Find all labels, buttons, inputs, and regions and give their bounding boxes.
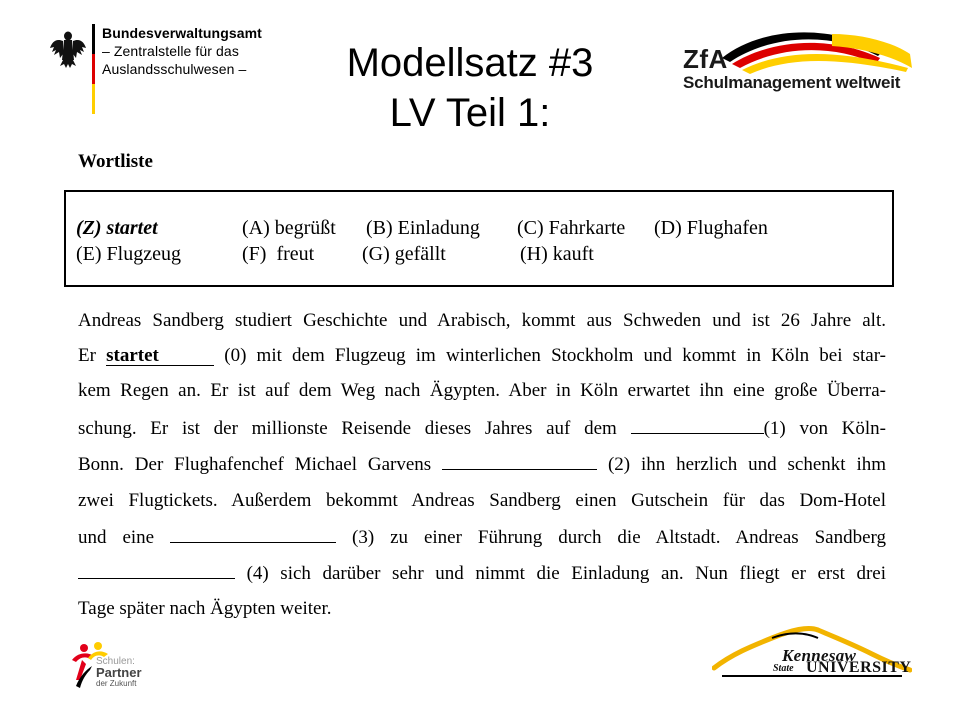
word-option-g: (G) gefällt <box>362 243 446 265</box>
text-line-2-end: (0) mit dem Flugzeug im winterlichen Stockholm und kommt in Köln bei star- <box>224 345 887 366</box>
text-line-2-start: Er <box>78 345 96 366</box>
wortliste-heading: Wortliste <box>78 151 153 172</box>
answer-blank-4[interactable] <box>78 561 235 579</box>
word-option-b: (B) Einladung <box>366 217 480 239</box>
flag-stripe-gold <box>92 84 95 114</box>
federal-office-line3: Auslandsschulwesen – <box>102 61 247 77</box>
text-line-7-end: (3) zu einer Führung durch die Altstadt. Andreas Sandberg <box>352 527 887 548</box>
text-line-4-start: schung. Er ist der millionste Reisende dieses Jahres auf dem <box>78 418 617 439</box>
text-line-6: zwei Flugtickets. Außerdem bekommt Andreas Sandberg einen Gutschein für das Dom-Hotel <box>78 490 886 511</box>
federal-office-line2: – Zentralstelle für das <box>102 43 239 59</box>
text-line-8-end: (4) sich darüber sehr und nimmt die Einladung an. Nun fliegt er erst drei <box>246 563 887 584</box>
word-option-c: (C) Fahrkarte <box>517 217 626 239</box>
federal-office-line1: Bundesverwaltungsamt <box>102 25 262 41</box>
word-option-e: (E) Flugzeug <box>76 243 181 265</box>
text-line-2 <box>78 344 886 368</box>
flag-stripe-red <box>92 54 95 84</box>
title-line-2: LV Teil 1: <box>389 91 551 135</box>
title-line-1: Modellsatz #3 <box>346 41 594 85</box>
text-line-9: Tage später nach Ägypten weiter. <box>78 598 332 619</box>
text-line-3: kem Regen an. Er ist auf dem Weg nach Ägypten. Aber in Köln erwartet ihn eine große Überra- <box>78 380 886 401</box>
zfa-arc-gold <box>742 54 908 74</box>
word-option-z: (Z) startet <box>76 217 158 239</box>
word-option-a: (A) begrüßt <box>242 217 336 239</box>
text-line-5-start: Bonn. Der Flughafenchef Michael Garvens <box>78 454 432 475</box>
word-option-d: (D) Flughafen <box>654 217 768 239</box>
slide-title <box>290 38 650 138</box>
zfa-letters: ZfA <box>683 44 728 74</box>
answer-blank-3[interactable] <box>170 525 336 543</box>
ksu-name: Kennesaw <box>782 646 857 665</box>
answer-blank-2[interactable] <box>442 452 597 470</box>
flag-stripe-black <box>92 24 95 54</box>
wortliste-box <box>64 190 894 287</box>
eagle-icon <box>50 32 86 69</box>
ksu-state: State <box>773 663 794 674</box>
answer-blank-1[interactable] <box>631 416 764 434</box>
ksu-university: UNIVERSITY <box>806 659 912 676</box>
schulen-line-1: Schulen: <box>96 656 135 667</box>
text-line-1: Andreas Sandberg studiert Geschichte und Arabisch, kommt aus Schweden und ist 26 Jahre alt. <box>78 310 886 331</box>
text-line-7 <box>78 525 886 550</box>
text-line-8 <box>78 561 886 586</box>
text-line-5 <box>78 452 886 477</box>
text-line-5-end: (2) ihn herzlich und schenkt ihm <box>607 454 887 475</box>
text-line-7-start: und eine <box>78 527 155 548</box>
example-answer-blank: startet <box>106 347 214 366</box>
schulen-line-3: der Zukunft <box>96 679 137 688</box>
word-option-h: (H) kauft <box>520 243 594 265</box>
text-line-4-end: (1) von Köln- <box>763 418 887 439</box>
schulen-line-2: Partner <box>96 665 142 680</box>
schulen-partner-text <box>96 656 142 689</box>
word-option-f: (F) freut <box>242 243 315 265</box>
zfa-tagline: Schulmanagement weltweit <box>683 73 901 92</box>
federal-office-name <box>102 24 292 78</box>
text-line-4 <box>78 416 886 441</box>
